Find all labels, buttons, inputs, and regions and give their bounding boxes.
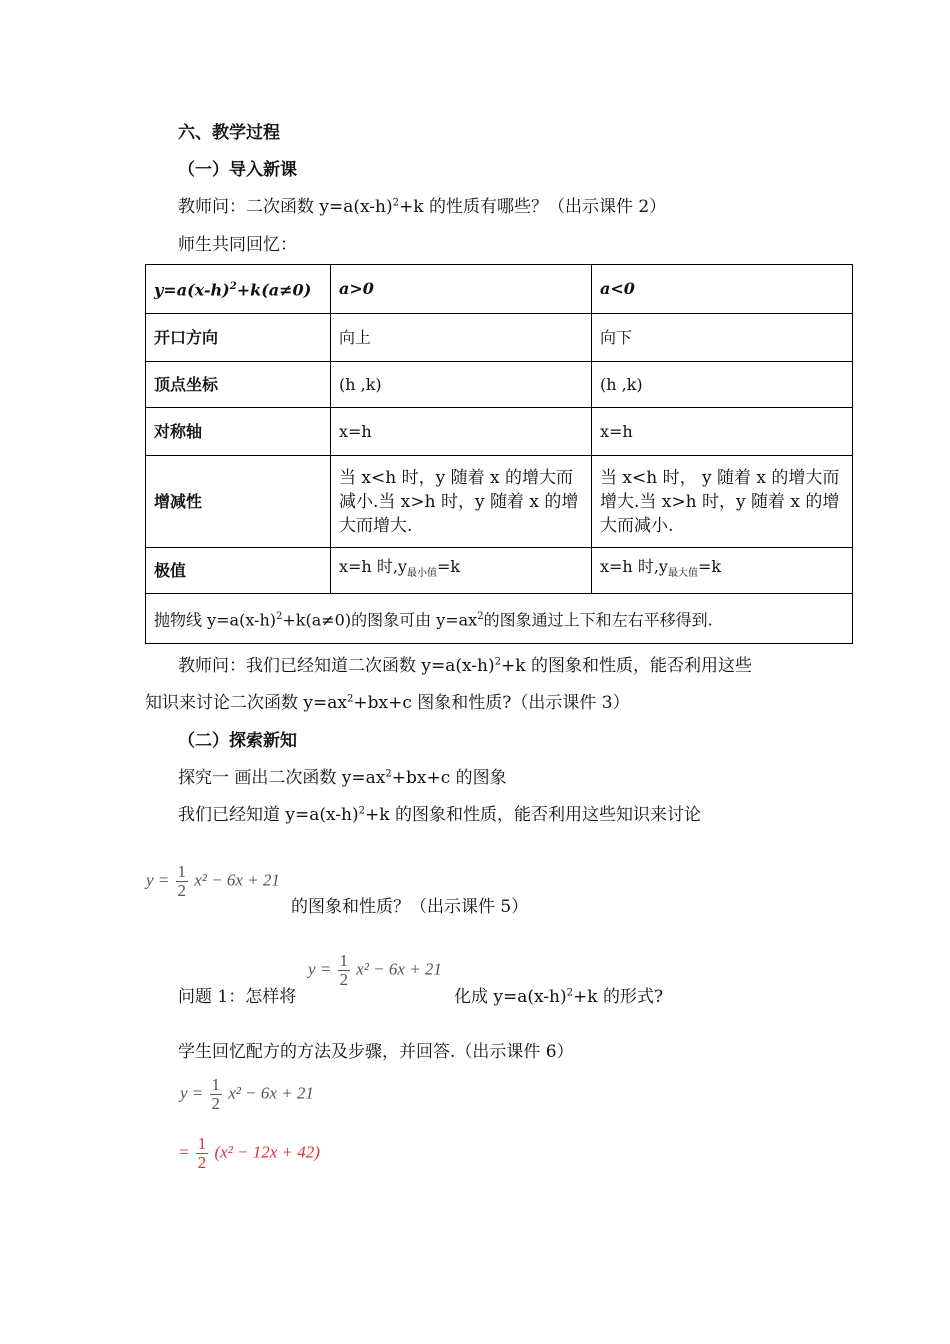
cell: (h ,k)	[331, 362, 592, 408]
graph-properties-text: 的图象和性质？（出示课件 5）	[291, 897, 529, 917]
row-label: 顶点坐标	[146, 362, 331, 408]
row-label: 增减性	[146, 456, 331, 548]
equation-1: y = $\frac{1}{2}$ x² − 6x + 21	[146, 862, 280, 900]
teacher-question-1: 教师问：二次函数 $y=a(x-h)^2+k$ 的性质有哪些？（出示课件 2）	[178, 197, 667, 217]
exploration-one: 探究一 画出二次函数 $y=ax^2+bx+c$ 的图象	[178, 768, 507, 788]
cell: 当 x<h 时， y 随着 x 的增大而增大.当 x>h 时，y 随着 x 的增大而减小.	[592, 456, 853, 548]
cell: x=h 时$,y_{最小值}=k$	[331, 548, 592, 594]
cell: x=h	[592, 408, 853, 456]
known-text: 我们已经知道 $y=a(x-h)^2+k$ 的图象和性质，能否利用这些知识来讨论	[178, 805, 701, 825]
row-label: 开口方向	[146, 314, 331, 362]
table-header-negative: a<0	[592, 265, 853, 314]
properties-table	[145, 264, 853, 644]
table-header-function: $y=a(x-h)^2+k(a\ne 0)$	[146, 265, 331, 314]
cell: x=h	[331, 408, 592, 456]
row-label: 极值	[146, 548, 331, 594]
equation-2: y = $\frac{1}{2}$ x² − 6x + 21	[308, 951, 442, 989]
teacher-question-2: 教师问：我们已经知道二次函数 $y=a(x-h)^2+k$ 的图象和性质，能否利用这些	[178, 656, 752, 676]
table-footer: 抛物线 $y=a(x-h)^2+k(a\ne 0)$的图象可由 $y=ax^2$的图象通过上下和左右平移得到.	[146, 594, 853, 644]
section2-title: （二）探索新知	[178, 731, 297, 751]
recall-text: 师生共同回忆：	[178, 235, 297, 255]
student-answer: 学生回忆配方的方法及步骤，并回答.（出示课件 6）	[178, 1042, 574, 1062]
teacher-question-2-cont: 知识来讨论二次函数 $y=ax^2+bx+c$ 图象和性质?（出示课件 3）	[145, 693, 630, 713]
row-label: 对称轴	[146, 408, 331, 456]
equation-3: y = $\frac{1}{2}$ x² − 6x + 21	[180, 1075, 314, 1113]
heading: 六、教学过程	[178, 123, 280, 143]
question-1-end: 化成 $y=a(x-h)^2+k$ 的形式?	[454, 987, 664, 1007]
cell: 向下	[592, 314, 853, 362]
section1-title: （一）导入新课	[178, 160, 297, 180]
cell: 当 x<h 时，y 随着 x 的增大而减小.当 x>h 时，y 随着 x 的增大而增大.	[331, 456, 592, 548]
cell: 向上	[331, 314, 592, 362]
cell: (h ,k)	[592, 362, 853, 408]
cell: x=h 时$,y_{最大值}=k$	[592, 548, 853, 594]
question-1-start: 问题 1：怎样将	[178, 987, 297, 1007]
table-header-positive: a>0	[331, 265, 592, 314]
equation-4: = $\frac{1}{2}$ (x² − 12x + 42)	[178, 1134, 320, 1172]
